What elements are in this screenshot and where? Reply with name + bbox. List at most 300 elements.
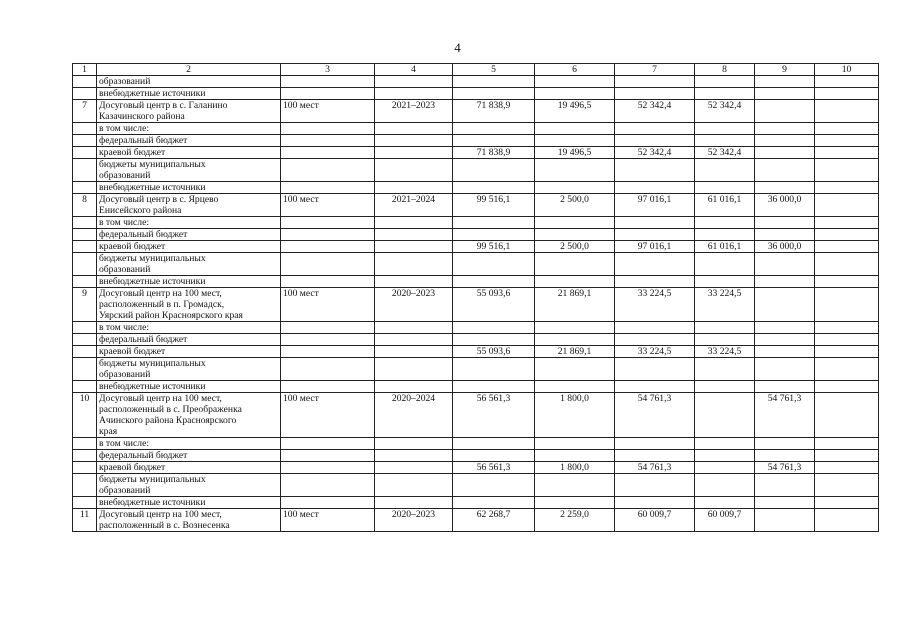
- cell-line: краевой бюджет: [99, 147, 166, 158]
- table-cell: [97, 381, 281, 393]
- table-cell: [281, 358, 375, 381]
- table-cell: 100 мест: [281, 100, 375, 123]
- table-cell: 52 342,4: [695, 147, 755, 159]
- table-cell: [695, 217, 755, 229]
- table-cell: [815, 88, 879, 100]
- table-cell: [453, 76, 535, 88]
- table-cell: [73, 381, 97, 393]
- table-cell: [535, 253, 615, 276]
- cell-line: расположенный в п. Громадск,: [99, 299, 225, 310]
- table-cell: 2020–2023: [375, 509, 453, 532]
- table-cell: 9: [73, 288, 97, 322]
- table-cell: [535, 322, 615, 334]
- cell-line: Ачинского района Красноярского: [99, 415, 237, 426]
- table-cell: [755, 450, 815, 462]
- cell-line: Казачинского района: [99, 111, 185, 122]
- table-cell: [695, 474, 755, 497]
- table-cell: [755, 346, 815, 358]
- table-cell: 33 224,5: [615, 346, 695, 358]
- cell-line: краевой бюджет: [99, 241, 166, 252]
- table-cell: [695, 393, 755, 438]
- table-cell: 36 000,0: [755, 241, 815, 253]
- table-row: [73, 123, 879, 135]
- cell-line: образований: [99, 369, 151, 380]
- table-row: [73, 497, 879, 509]
- table-cell: 60 009,7: [615, 509, 695, 532]
- table-cell: [695, 276, 755, 288]
- table-cell: [695, 182, 755, 194]
- table-body: [73, 64, 879, 532]
- table-row: [73, 159, 879, 182]
- table-cell: [281, 135, 375, 147]
- table-cell: [375, 474, 453, 497]
- table-cell: [281, 334, 375, 346]
- table-cell: 99 516,1: [453, 241, 535, 253]
- table-cell: [73, 346, 97, 358]
- column-header-7: 7: [615, 64, 695, 76]
- table-cell: [97, 346, 281, 358]
- column-header-2: 2: [97, 64, 281, 76]
- table-row: [73, 288, 879, 322]
- table-cell: [695, 334, 755, 346]
- cell-line: образований: [99, 76, 151, 87]
- table-cell: [453, 159, 535, 182]
- table-cell: [695, 438, 755, 450]
- table-cell: [73, 438, 97, 450]
- table-cell: [695, 159, 755, 182]
- table-row: [73, 147, 879, 159]
- cell-line: Досуговый центр в с. Галанино: [99, 100, 228, 111]
- table-cell: [755, 217, 815, 229]
- table-cell: [97, 288, 281, 322]
- table-cell: [755, 229, 815, 241]
- budget-table: [72, 63, 879, 532]
- cell-line: в том числе:: [99, 438, 150, 449]
- column-header-9: 9: [755, 64, 815, 76]
- table-cell: 2020–2023: [375, 288, 453, 322]
- table-cell: [281, 474, 375, 497]
- table-cell: 36 000,0: [755, 194, 815, 217]
- table-cell: 54 761,3: [755, 393, 815, 438]
- table-cell: [375, 358, 453, 381]
- table-row: [73, 276, 879, 288]
- table-cell: [535, 88, 615, 100]
- table-cell: [535, 217, 615, 229]
- table-cell: [97, 194, 281, 217]
- table-cell: [97, 182, 281, 194]
- table-cell: [453, 381, 535, 393]
- table-cell: 33 224,5: [695, 288, 755, 322]
- table-cell: [755, 76, 815, 88]
- table-cell: [281, 217, 375, 229]
- table-cell: [755, 100, 815, 123]
- table-cell: [97, 358, 281, 381]
- table-row: [73, 194, 879, 217]
- table-cell: [375, 450, 453, 462]
- table-cell: [281, 123, 375, 135]
- table-cell: [815, 334, 879, 346]
- cell-line: внебюджетные источники: [99, 88, 206, 99]
- cell-line: в том числе:: [99, 217, 150, 228]
- table-cell: [535, 381, 615, 393]
- cell-line: расположенный в с. Вознесенка: [99, 520, 230, 531]
- table-cell: [755, 135, 815, 147]
- table-row: [73, 450, 879, 462]
- table-cell: [281, 450, 375, 462]
- table-cell: [375, 182, 453, 194]
- table-row: [73, 88, 879, 100]
- table-cell: [755, 334, 815, 346]
- table-cell: [97, 88, 281, 100]
- table-cell: [97, 438, 281, 450]
- table-cell: 71 838,9: [453, 100, 535, 123]
- table-cell: 2 259,0: [535, 509, 615, 532]
- cell-line: в том числе:: [99, 123, 150, 134]
- table-cell: [755, 509, 815, 532]
- header-row: [73, 64, 879, 76]
- table-cell: [281, 88, 375, 100]
- cell-line: краевой бюджет: [99, 462, 166, 473]
- table-row: [73, 182, 879, 194]
- table-cell: 52 342,4: [615, 147, 695, 159]
- table-cell: [815, 322, 879, 334]
- table-cell: 2 500,0: [535, 241, 615, 253]
- table-cell: [815, 497, 879, 509]
- table-cell: [375, 276, 453, 288]
- cell-line: Досуговый центр на 100 мест,: [99, 393, 222, 404]
- table-cell: [73, 159, 97, 182]
- table-cell: 56 561,3: [453, 393, 535, 438]
- table-row: [73, 462, 879, 474]
- table-cell: [97, 100, 281, 123]
- table-cell: [73, 358, 97, 381]
- table-cell: [535, 358, 615, 381]
- table-cell: 21 869,1: [535, 346, 615, 358]
- table-cell: 10: [73, 393, 97, 438]
- table-cell: [755, 159, 815, 182]
- table-cell: [281, 276, 375, 288]
- table-row: [73, 509, 879, 532]
- table-cell: [815, 147, 879, 159]
- table-cell: [695, 322, 755, 334]
- column-header-5: 5: [453, 64, 535, 76]
- table-cell: [535, 450, 615, 462]
- table-cell: [73, 241, 97, 253]
- table-cell: [815, 135, 879, 147]
- table-cell: [815, 381, 879, 393]
- table-row: [73, 474, 879, 497]
- column-header-3: 3: [281, 64, 375, 76]
- table-cell: [815, 276, 879, 288]
- table-row: [73, 334, 879, 346]
- table-cell: [535, 76, 615, 88]
- table-cell: 2020–2024: [375, 393, 453, 438]
- cell-line: внебюджетные источники: [99, 381, 206, 392]
- table-cell: 71 838,9: [453, 147, 535, 159]
- table-cell: [73, 147, 97, 159]
- table-cell: [97, 253, 281, 276]
- table-cell: [453, 358, 535, 381]
- cell-line: бюджеты муниципальных: [99, 358, 206, 369]
- table-cell: [375, 322, 453, 334]
- table-cell: 21 869,1: [535, 288, 615, 322]
- table-cell: [755, 438, 815, 450]
- table-cell: [815, 100, 879, 123]
- table-cell: [695, 253, 755, 276]
- table-cell: [453, 229, 535, 241]
- cell-line: краевой бюджет: [99, 346, 166, 357]
- table-cell: [815, 450, 879, 462]
- table-cell: [97, 322, 281, 334]
- table-cell: [453, 450, 535, 462]
- table-cell: 1 800,0: [535, 462, 615, 474]
- table-row: [73, 253, 879, 276]
- table-cell: [375, 241, 453, 253]
- table-cell: [375, 135, 453, 147]
- table-cell: [73, 76, 97, 88]
- table-cell: [73, 253, 97, 276]
- table-cell: [281, 438, 375, 450]
- table-cell: [375, 88, 453, 100]
- cell-line: внебюджетные источники: [99, 276, 206, 287]
- cell-line: образований: [99, 485, 151, 496]
- table-cell: [375, 438, 453, 450]
- table-cell: [97, 276, 281, 288]
- table-cell: [97, 334, 281, 346]
- cell-line: Досуговый центр на 100 мест,: [99, 288, 222, 299]
- cell-line: в том числе:: [99, 322, 150, 333]
- table-cell: 54 761,3: [755, 462, 815, 474]
- table-cell: [815, 346, 879, 358]
- table-cell: [615, 229, 695, 241]
- table-cell: [695, 462, 755, 474]
- cell-line: бюджеты муниципальных: [99, 474, 206, 485]
- table-cell: [535, 334, 615, 346]
- table-cell: [815, 474, 879, 497]
- table-cell: [453, 474, 535, 497]
- table-cell: [615, 135, 695, 147]
- table-cell: [535, 182, 615, 194]
- column-header-4: 4: [375, 64, 453, 76]
- table-cell: 100 мест: [281, 194, 375, 217]
- table-cell: [535, 159, 615, 182]
- table-cell: 97 016,1: [615, 194, 695, 217]
- table-cell: [281, 322, 375, 334]
- table-cell: [615, 159, 695, 182]
- table-cell: [73, 135, 97, 147]
- table-cell: [815, 509, 879, 532]
- table-cell: 33 224,5: [615, 288, 695, 322]
- table-cell: [755, 88, 815, 100]
- table-cell: [615, 474, 695, 497]
- table-cell: [375, 159, 453, 182]
- table-cell: [73, 462, 97, 474]
- cell-line: бюджеты муниципальных: [99, 253, 206, 264]
- cell-line: федеральный бюджет: [99, 229, 188, 240]
- table-cell: [73, 322, 97, 334]
- table-cell: 52 342,4: [615, 100, 695, 123]
- table-cell: [695, 381, 755, 393]
- table-cell: [615, 253, 695, 276]
- table-cell: [73, 182, 97, 194]
- table-cell: [615, 497, 695, 509]
- table-cell: [97, 393, 281, 438]
- table-cell: [755, 497, 815, 509]
- table-cell: [755, 358, 815, 381]
- table-cell: 100 мест: [281, 288, 375, 322]
- table-cell: [453, 253, 535, 276]
- table-cell: 52 342,4: [695, 100, 755, 123]
- table-cell: [281, 229, 375, 241]
- table-cell: [97, 76, 281, 88]
- column-header-10: 10: [815, 64, 879, 76]
- table-cell: [453, 322, 535, 334]
- table-row: [73, 217, 879, 229]
- table-row: [73, 322, 879, 334]
- table-cell: 7: [73, 100, 97, 123]
- table-cell: [535, 135, 615, 147]
- table-cell: [281, 462, 375, 474]
- table-row: [73, 438, 879, 450]
- table-cell: [73, 276, 97, 288]
- table-cell: [375, 462, 453, 474]
- table-cell: [375, 147, 453, 159]
- cell-line: образований: [99, 264, 151, 275]
- table-cell: [97, 217, 281, 229]
- table-cell: [755, 182, 815, 194]
- table-cell: [615, 217, 695, 229]
- table-cell: [815, 76, 879, 88]
- table-cell: [281, 253, 375, 276]
- table-cell: [375, 381, 453, 393]
- table-row: [73, 381, 879, 393]
- cell-line: бюджеты муниципальных: [99, 159, 206, 170]
- table-row: [73, 358, 879, 381]
- table-cell: [815, 438, 879, 450]
- table-cell: [535, 438, 615, 450]
- table-cell: [281, 346, 375, 358]
- cell-line: образований: [99, 170, 151, 181]
- cell-line: края: [99, 426, 118, 437]
- table-cell: [695, 76, 755, 88]
- table-cell: 60 009,7: [695, 509, 755, 532]
- table-row: [73, 76, 879, 88]
- table-cell: 54 761,3: [615, 462, 695, 474]
- table-cell: [97, 159, 281, 182]
- table-row: [73, 229, 879, 241]
- table-cell: [535, 123, 615, 135]
- table-cell: [375, 123, 453, 135]
- table-cell: [97, 147, 281, 159]
- table-cell: [615, 334, 695, 346]
- table-cell: [815, 288, 879, 322]
- table-cell: [97, 135, 281, 147]
- page-number: 4: [454, 40, 461, 55]
- table-cell: [453, 438, 535, 450]
- table-cell: [755, 322, 815, 334]
- table-cell: [73, 123, 97, 135]
- table-cell: [97, 241, 281, 253]
- table-cell: [815, 123, 879, 135]
- table-cell: [97, 229, 281, 241]
- table-cell: 100 мест: [281, 393, 375, 438]
- table-cell: [375, 253, 453, 276]
- cell-line: федеральный бюджет: [99, 450, 188, 461]
- column-header-1: 1: [73, 64, 97, 76]
- table-cell: [615, 76, 695, 88]
- cell-line: Уярский район Красноярского края: [99, 310, 243, 321]
- cell-line: Досуговый центр в с. Ярцево: [99, 194, 219, 205]
- table-cell: [815, 253, 879, 276]
- table-cell: [375, 76, 453, 88]
- table-cell: [281, 381, 375, 393]
- table-cell: [97, 509, 281, 532]
- table-cell: [615, 123, 695, 135]
- table-cell: [281, 241, 375, 253]
- table-cell: [97, 462, 281, 474]
- table-cell: [375, 334, 453, 346]
- table-cell: 11: [73, 509, 97, 532]
- table-cell: [755, 147, 815, 159]
- table-cell: [73, 217, 97, 229]
- table-cell: [97, 474, 281, 497]
- table-cell: 19 496,5: [535, 100, 615, 123]
- table-cell: [615, 88, 695, 100]
- table-cell: [97, 450, 281, 462]
- table-cell: [453, 497, 535, 509]
- table-cell: 62 268,7: [453, 509, 535, 532]
- cell-line: федеральный бюджет: [99, 135, 188, 146]
- table-cell: [453, 182, 535, 194]
- table-row: [73, 100, 879, 123]
- table-cell: [815, 393, 879, 438]
- table-cell: [615, 358, 695, 381]
- table-cell: [755, 123, 815, 135]
- table-cell: [535, 229, 615, 241]
- table-cell: [755, 288, 815, 322]
- table-cell: [97, 497, 281, 509]
- table-cell: [453, 217, 535, 229]
- table-cell: [453, 135, 535, 147]
- table-cell: [281, 159, 375, 182]
- table-cell: [755, 253, 815, 276]
- table-cell: [73, 474, 97, 497]
- table-cell: [615, 381, 695, 393]
- table-cell: 8: [73, 194, 97, 217]
- table-cell: [73, 334, 97, 346]
- table-cell: [615, 322, 695, 334]
- table-cell: 61 016,1: [695, 194, 755, 217]
- cell-line: внебюджетные источники: [99, 497, 206, 508]
- table-cell: [281, 182, 375, 194]
- table-cell: [615, 276, 695, 288]
- table-cell: 61 016,1: [695, 241, 755, 253]
- table-row: [73, 346, 879, 358]
- table-cell: 97 016,1: [615, 241, 695, 253]
- table-cell: [815, 358, 879, 381]
- table-cell: [73, 229, 97, 241]
- table-cell: 100 мест: [281, 509, 375, 532]
- table-cell: [375, 217, 453, 229]
- table-cell: [815, 159, 879, 182]
- table-cell: [695, 358, 755, 381]
- cell-line: расположенный в с. Преображенка: [99, 404, 242, 415]
- table-cell: [615, 438, 695, 450]
- cell-line: федеральный бюджет: [99, 334, 188, 345]
- table-cell: [453, 276, 535, 288]
- table-cell: 19 496,5: [535, 147, 615, 159]
- table-cell: [535, 276, 615, 288]
